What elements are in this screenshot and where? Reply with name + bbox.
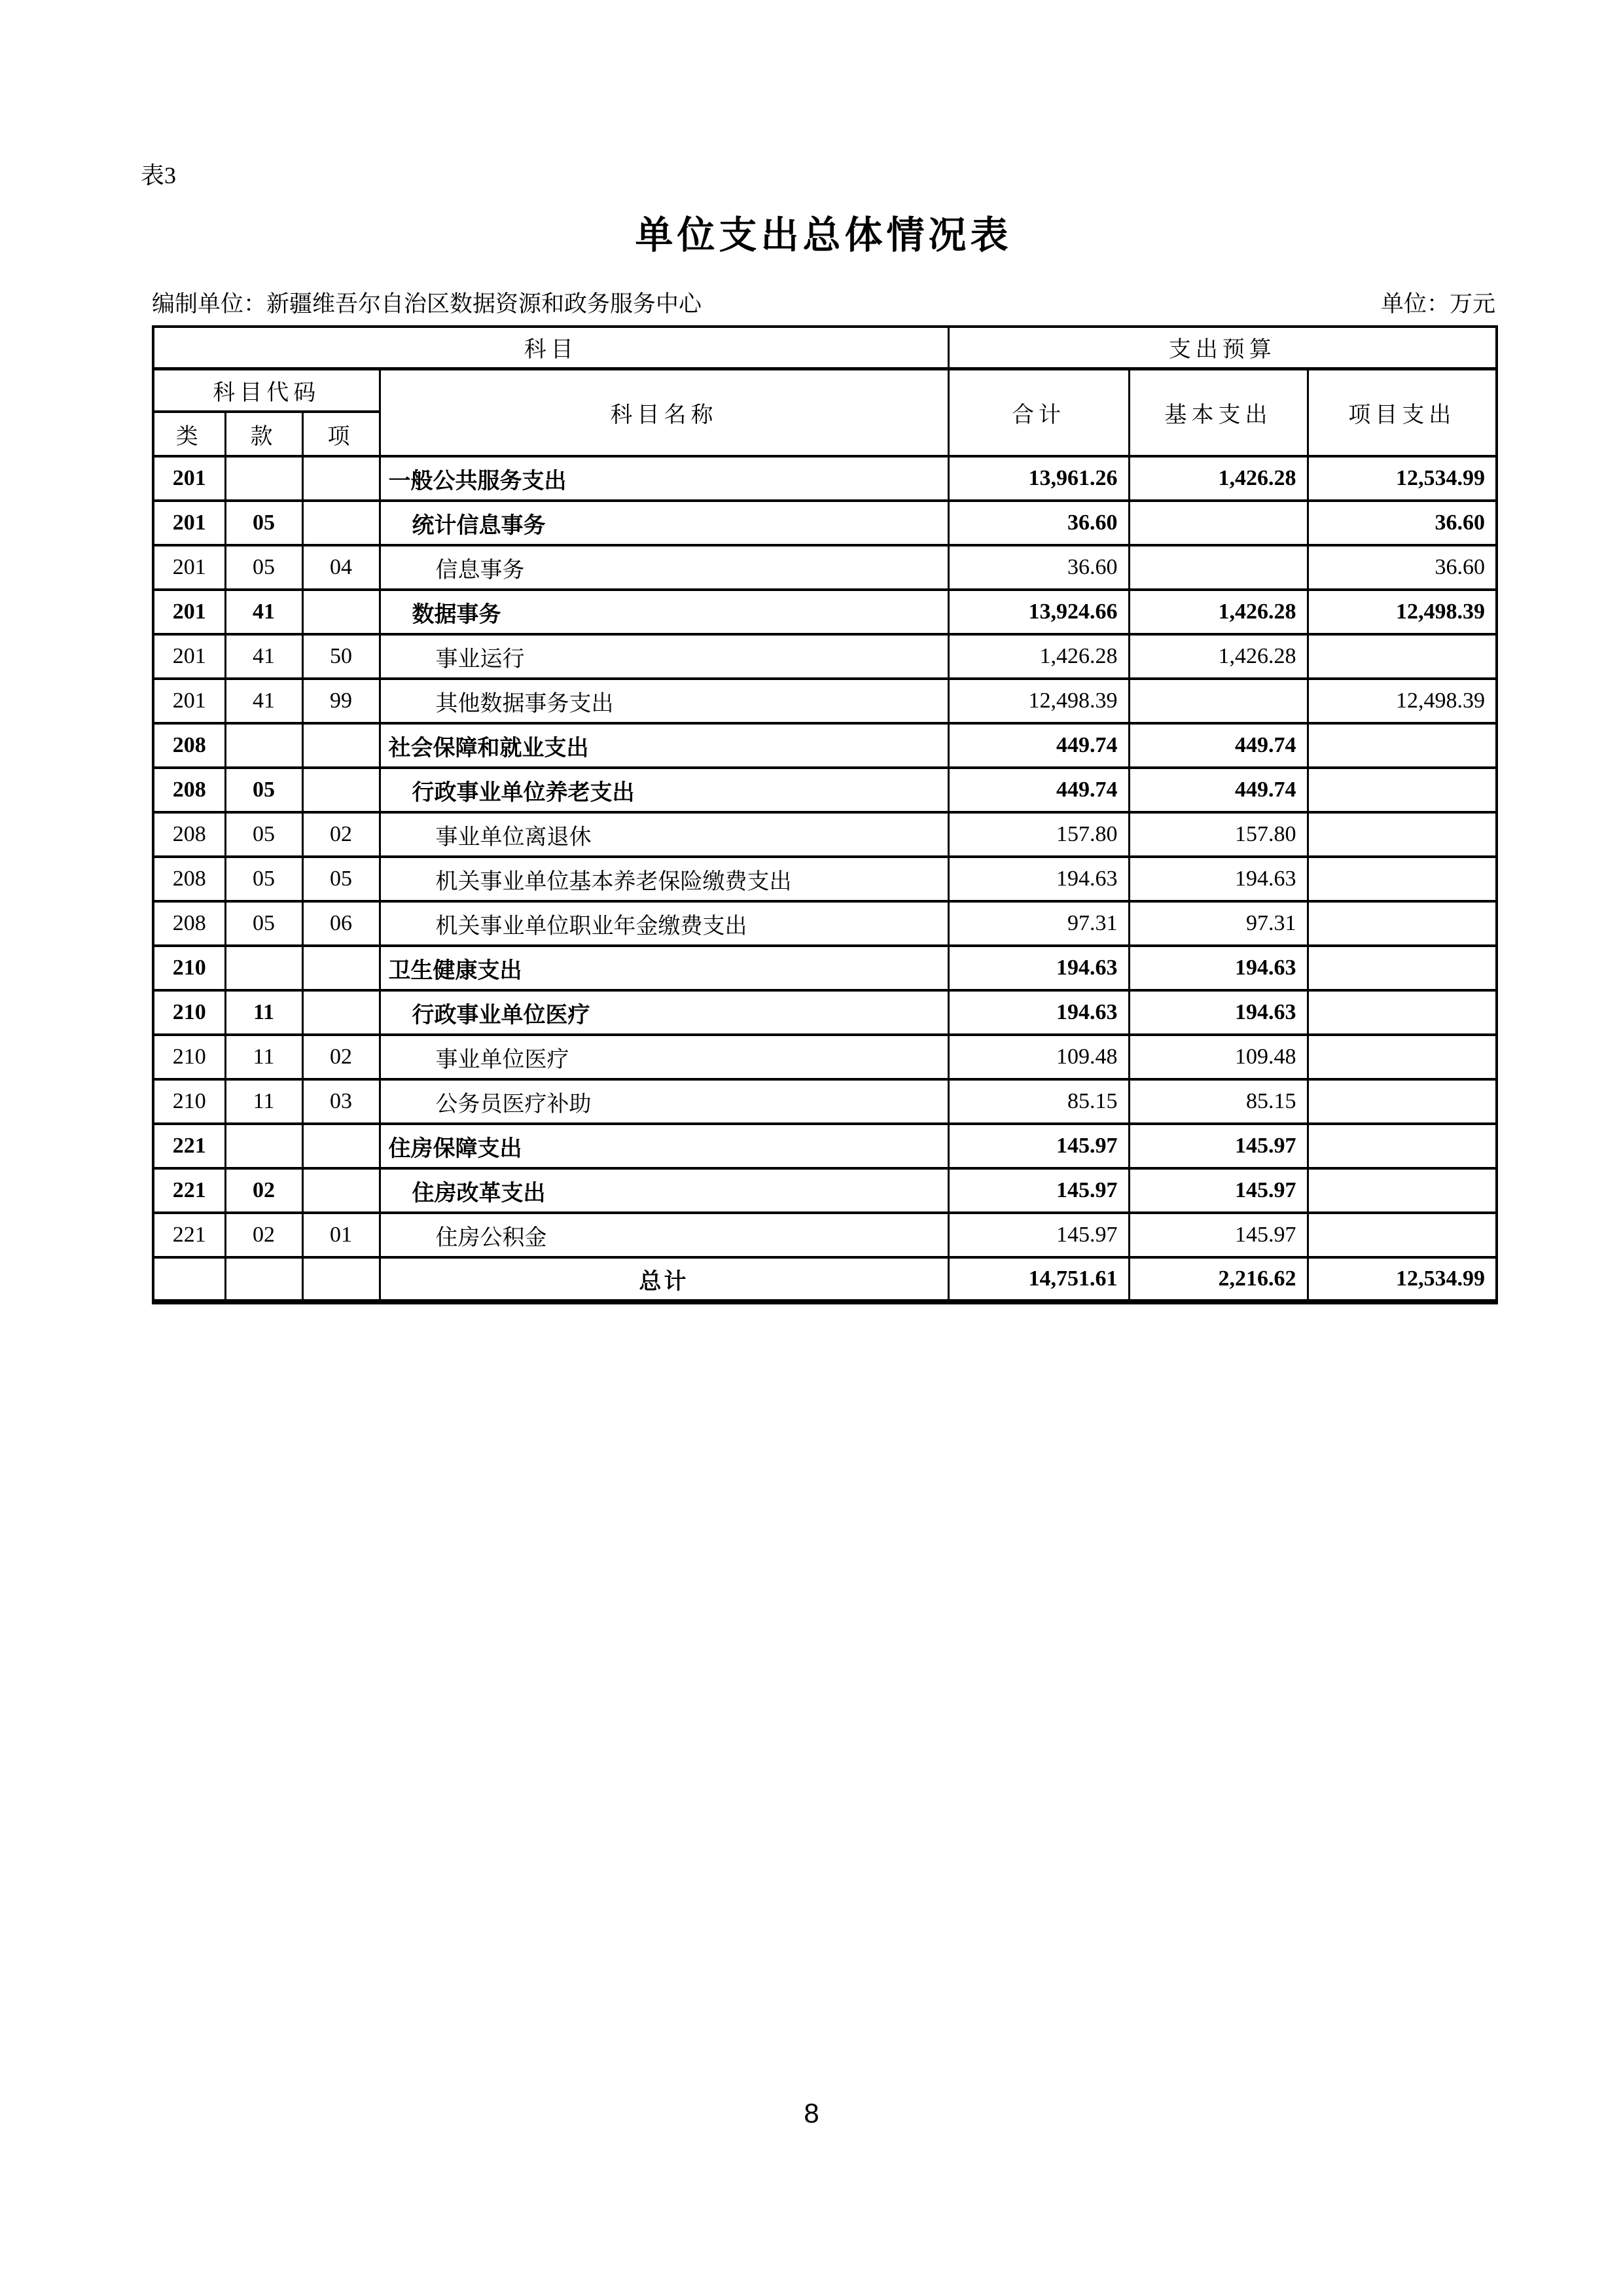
code-class-cell: 221 (153, 1213, 225, 1257)
project-expense-cell (1308, 723, 1497, 768)
code-class-cell: 221 (153, 1124, 225, 1168)
code-item-cell (302, 456, 380, 501)
total-amount-cell: 109.48 (948, 1035, 1129, 1079)
code-section-cell: 05 (225, 501, 302, 545)
header-subject-name: 科目名称 (380, 368, 948, 456)
code-section-cell: 05 (225, 812, 302, 857)
table-row (153, 1124, 1497, 1168)
total-amount-cell: 449.74 (948, 768, 1129, 812)
code-class-cell: 201 (153, 456, 225, 501)
code-section-cell: 05 (225, 545, 302, 590)
code-item-cell: 06 (302, 901, 380, 946)
code-class-cell: 210 (153, 990, 225, 1035)
code-class-cell: 210 (153, 946, 225, 990)
code-section-cell: 05 (225, 857, 302, 901)
project-expense-cell: 12,534.99 (1308, 1257, 1497, 1302)
budget-table (152, 325, 1498, 1304)
header-section: 款 (225, 412, 302, 456)
subject-name-cell: 其他数据事务支出 (380, 679, 948, 723)
table-row (153, 1168, 1497, 1213)
subject-name-cell: 行政事业单位医疗 (380, 990, 948, 1035)
code-class-cell: 208 (153, 768, 225, 812)
total-row (153, 1257, 1497, 1302)
code-item-cell (302, 590, 380, 634)
code-class-cell: 221 (153, 1168, 225, 1213)
basic-expense-cell: 1,426.28 (1129, 590, 1308, 634)
project-expense-cell (1308, 990, 1497, 1035)
header-project-expense: 项目支出 (1308, 368, 1497, 456)
code-section-cell: 11 (225, 1079, 302, 1124)
basic-expense-cell: 145.97 (1129, 1124, 1308, 1168)
code-item-cell (302, 1124, 380, 1168)
total-amount-cell: 194.63 (948, 946, 1129, 990)
basic-expense-cell: 194.63 (1129, 946, 1308, 990)
code-class-cell: 208 (153, 857, 225, 901)
subject-name-cell: 总计 (380, 1257, 948, 1302)
total-amount-cell: 36.60 (948, 501, 1129, 545)
code-item-cell (302, 1168, 380, 1213)
project-expense-cell (1308, 857, 1497, 901)
total-amount-cell: 36.60 (948, 545, 1129, 590)
table-row (153, 1035, 1497, 1079)
code-section-cell (225, 456, 302, 501)
subject-name-cell: 信息事务 (380, 545, 948, 590)
code-class-cell: 208 (153, 901, 225, 946)
table-row (153, 545, 1497, 590)
project-expense-cell: 36.60 (1308, 545, 1497, 590)
table-row (153, 768, 1497, 812)
total-amount-cell: 145.97 (948, 1168, 1129, 1213)
basic-expense-cell: 449.74 (1129, 768, 1308, 812)
subject-name-cell: 统计信息事务 (380, 501, 948, 545)
table-row (153, 679, 1497, 723)
subject-name-cell: 住房改革支出 (380, 1168, 948, 1213)
subject-name-cell: 机关事业单位职业年金缴费支出 (380, 901, 948, 946)
code-class-cell: 201 (153, 679, 225, 723)
basic-expense-cell: 157.80 (1129, 812, 1308, 857)
subject-name-cell: 机关事业单位基本养老保险缴费支出 (380, 857, 948, 901)
code-class-cell: 201 (153, 501, 225, 545)
subject-name-cell: 数据事务 (380, 590, 948, 634)
project-expense-cell (1308, 1035, 1497, 1079)
subject-name-cell: 一般公共服务支出 (380, 456, 948, 501)
code-section-cell: 41 (225, 590, 302, 634)
table-row (153, 1213, 1497, 1257)
code-item-cell (302, 501, 380, 545)
page-title: 单位支出总体情况表 (635, 214, 1012, 257)
subject-name-cell: 社会保障和就业支出 (380, 723, 948, 768)
project-expense-cell (1308, 901, 1497, 946)
project-expense-cell (1308, 1079, 1497, 1124)
code-section-cell: 05 (225, 768, 302, 812)
project-expense-cell (1308, 634, 1497, 679)
code-section-cell: 11 (225, 1035, 302, 1079)
code-section-cell (225, 946, 302, 990)
code-class-cell: 210 (153, 1079, 225, 1124)
meta-row (152, 286, 1495, 319)
code-section-cell: 41 (225, 634, 302, 679)
total-amount-cell: 85.15 (948, 1079, 1129, 1124)
code-section-cell: 11 (225, 990, 302, 1035)
header-row-1 (153, 327, 1497, 368)
table-row (153, 1079, 1497, 1124)
total-amount-cell: 194.63 (948, 990, 1129, 1035)
total-amount-cell: 1,426.28 (948, 634, 1129, 679)
table-row (153, 634, 1497, 679)
basic-expense-cell: 2,216.62 (1129, 1257, 1308, 1302)
basic-expense-cell: 449.74 (1129, 723, 1308, 768)
table-row (153, 723, 1497, 768)
total-amount-cell: 13,961.26 (948, 456, 1129, 501)
code-class-cell: 201 (153, 590, 225, 634)
prepared-by: 编制单位：新疆维吾尔自治区数据资源和政务服务中心 (152, 291, 702, 317)
code-section-cell: 05 (225, 901, 302, 946)
code-section-cell (225, 1124, 302, 1168)
code-item-cell: 03 (302, 1079, 380, 1124)
basic-expense-cell: 194.63 (1129, 857, 1308, 901)
code-item-cell (302, 946, 380, 990)
basic-expense-cell: 145.97 (1129, 1168, 1308, 1213)
subject-name-cell: 住房公积金 (380, 1213, 948, 1257)
table-row (153, 501, 1497, 545)
code-section-cell (225, 723, 302, 768)
subject-name-cell: 住房保障支出 (380, 1124, 948, 1168)
subject-name-cell: 事业单位离退休 (380, 812, 948, 857)
code-class-cell: 208 (153, 723, 225, 768)
table-row (153, 456, 1497, 501)
project-expense-cell: 36.60 (1308, 501, 1497, 545)
code-item-cell (302, 768, 380, 812)
table-row (153, 812, 1497, 857)
table-row (153, 990, 1497, 1035)
table-body (153, 327, 1497, 1302)
code-class-cell: 201 (153, 545, 225, 590)
total-amount-cell: 13,924.66 (948, 590, 1129, 634)
code-item-cell: 02 (302, 1035, 380, 1079)
code-class-cell (153, 1257, 225, 1302)
code-item-cell (302, 990, 380, 1035)
basic-expense-cell (1129, 501, 1308, 545)
code-class-cell: 201 (153, 634, 225, 679)
header-basic-expense: 基本支出 (1129, 368, 1308, 456)
total-amount-cell: 145.97 (948, 1213, 1129, 1257)
basic-expense-cell (1129, 679, 1308, 723)
basic-expense-cell: 1,426.28 (1129, 456, 1308, 501)
total-amount-cell: 12,498.39 (948, 679, 1129, 723)
subject-name-cell: 事业运行 (380, 634, 948, 679)
basic-expense-cell (1129, 545, 1308, 590)
table-row (153, 857, 1497, 901)
basic-expense-cell: 109.48 (1129, 1035, 1308, 1079)
header-class: 类 (153, 412, 225, 456)
header-subject-code: 科目代码 (153, 368, 380, 412)
code-item-cell: 04 (302, 545, 380, 590)
total-amount-cell: 14,751.61 (948, 1257, 1129, 1302)
basic-expense-cell: 145.97 (1129, 1213, 1308, 1257)
table-row (153, 590, 1497, 634)
code-class-cell: 208 (153, 812, 225, 857)
table-label: 表3 (141, 162, 177, 188)
project-expense-cell: 12,498.39 (1308, 590, 1497, 634)
subject-name-cell: 公务员医疗补助 (380, 1079, 948, 1124)
total-amount-cell: 157.80 (948, 812, 1129, 857)
header-row-2 (153, 368, 1497, 412)
project-expense-cell (1308, 812, 1497, 857)
code-class-cell: 210 (153, 1035, 225, 1079)
table-row (153, 901, 1497, 946)
code-item-cell: 02 (302, 812, 380, 857)
code-item-cell: 50 (302, 634, 380, 679)
code-item-cell (302, 723, 380, 768)
project-expense-cell (1308, 946, 1497, 990)
total-amount-cell: 145.97 (948, 1124, 1129, 1168)
code-item-cell: 01 (302, 1213, 380, 1257)
project-expense-cell: 12,534.99 (1308, 456, 1497, 501)
code-item-cell: 99 (302, 679, 380, 723)
header-item: 项 (302, 412, 380, 456)
project-expense-cell (1308, 1124, 1497, 1168)
basic-expense-cell: 1,426.28 (1129, 634, 1308, 679)
header-budget: 支出预算 (948, 327, 1497, 368)
code-section-cell: 41 (225, 679, 302, 723)
project-expense-cell (1308, 768, 1497, 812)
unit-note: 单位：万元 (1380, 291, 1495, 317)
page-number: 8 (804, 2098, 819, 2128)
code-section-cell: 02 (225, 1168, 302, 1213)
code-item-cell: 05 (302, 857, 380, 901)
basic-expense-cell: 194.63 (1129, 990, 1308, 1035)
header-subject: 科目 (153, 327, 948, 368)
project-expense-cell (1308, 1213, 1497, 1257)
code-section-cell: 02 (225, 1213, 302, 1257)
total-amount-cell: 194.63 (948, 857, 1129, 901)
project-expense-cell: 12,498.39 (1308, 679, 1497, 723)
subject-name-cell: 行政事业单位养老支出 (380, 768, 948, 812)
subject-name-cell: 卫生健康支出 (380, 946, 948, 990)
project-expense-cell (1308, 1168, 1497, 1213)
total-amount-cell: 449.74 (948, 723, 1129, 768)
code-section-cell (225, 1257, 302, 1302)
code-item-cell (302, 1257, 380, 1302)
table-row (153, 946, 1497, 990)
basic-expense-cell: 85.15 (1129, 1079, 1308, 1124)
total-amount-cell: 97.31 (948, 901, 1129, 946)
header-total: 合计 (948, 368, 1129, 456)
basic-expense-cell: 97.31 (1129, 901, 1308, 946)
subject-name-cell: 事业单位医疗 (380, 1035, 948, 1079)
